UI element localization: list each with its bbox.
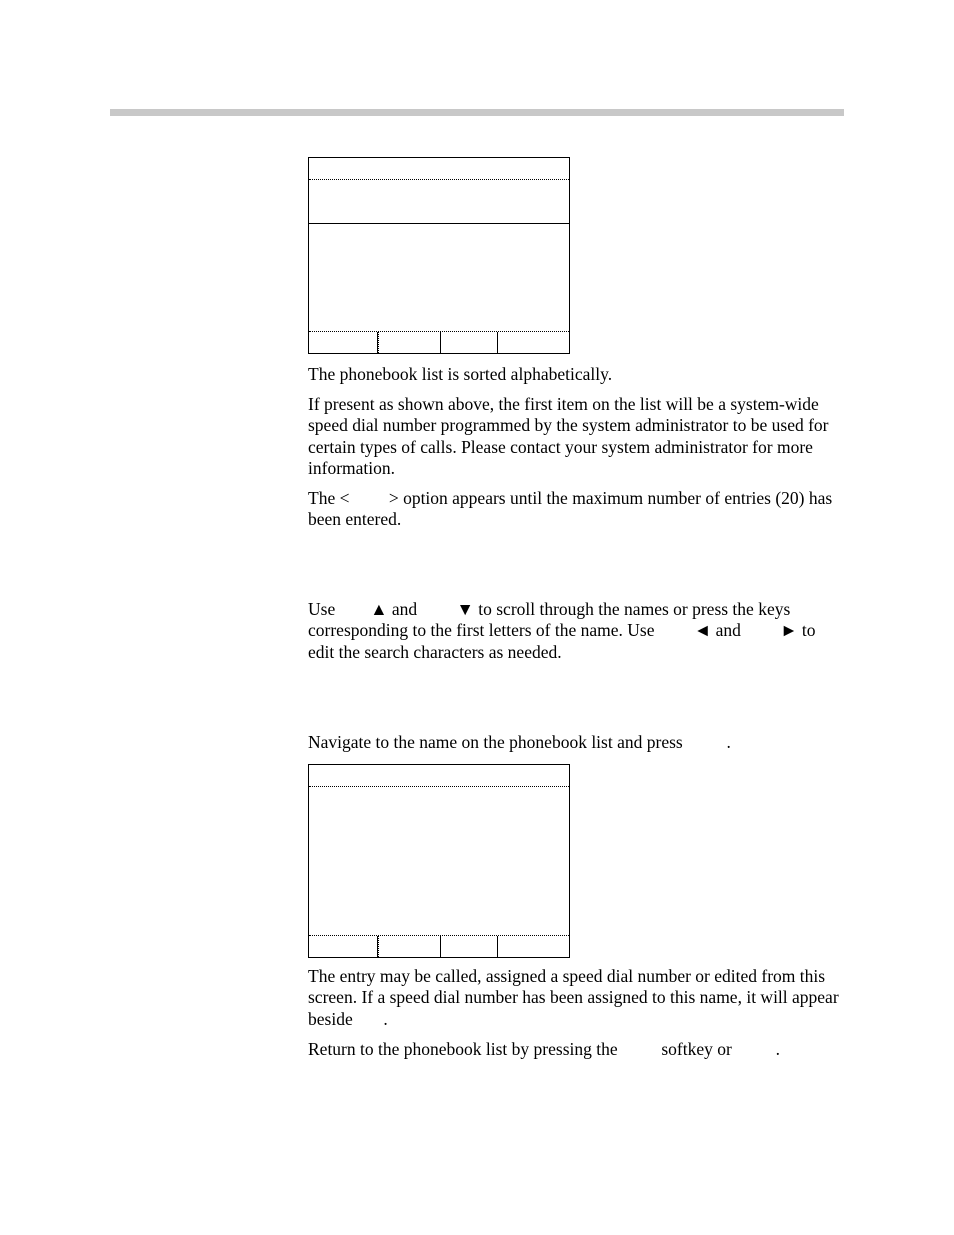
return-instruction-text: Return to the phonebook list by pressing the softkey or .	[308, 1039, 780, 1059]
new-entry-option-text: The < > option appears until the maximum number of entries (20) has been entered.	[308, 488, 837, 530]
speed-dial-info-text: If present as shown above, the first item on the list will be a system-wide speed dial number programmed by the system administrator to be used for certain types of calls. Please contact your system administrator for more information.	[308, 394, 833, 478]
phonebook-sort-text: The phonebook list is sorted alphabetically.	[308, 364, 613, 384]
navigate-instruction-text: Navigate to the name on the phonebook list and press .	[308, 732, 731, 752]
softkey-1	[309, 936, 378, 957]
softkey-4	[498, 936, 569, 957]
screen-title-divider	[309, 179, 569, 180]
screen-title-divider	[309, 786, 569, 787]
softkey-2	[378, 332, 441, 353]
softkey-4	[498, 332, 569, 353]
softkey-2	[378, 936, 441, 957]
phonebook-screen-figure	[308, 157, 570, 354]
header-rule	[110, 109, 844, 116]
softkey-3	[441, 332, 498, 353]
screen-section-divider	[309, 223, 569, 224]
softkey-row	[309, 331, 569, 353]
entry-options-text: The entry may be called, assigned a speed dial number or edited from this screen. If a speed dial number has been assigned to this name, it will appear beside .	[308, 966, 844, 1029]
scroll-instructions-text: Use ▲ and ▼ to scroll through the names or press the keys corresponding to the first letters of the name. Use ◄ and ► to edit the search characters as needed.	[308, 599, 820, 662]
entry-screen-figure	[308, 764, 570, 958]
softkey-1	[309, 332, 378, 353]
softkey-3	[441, 936, 498, 957]
softkey-row	[309, 935, 569, 957]
